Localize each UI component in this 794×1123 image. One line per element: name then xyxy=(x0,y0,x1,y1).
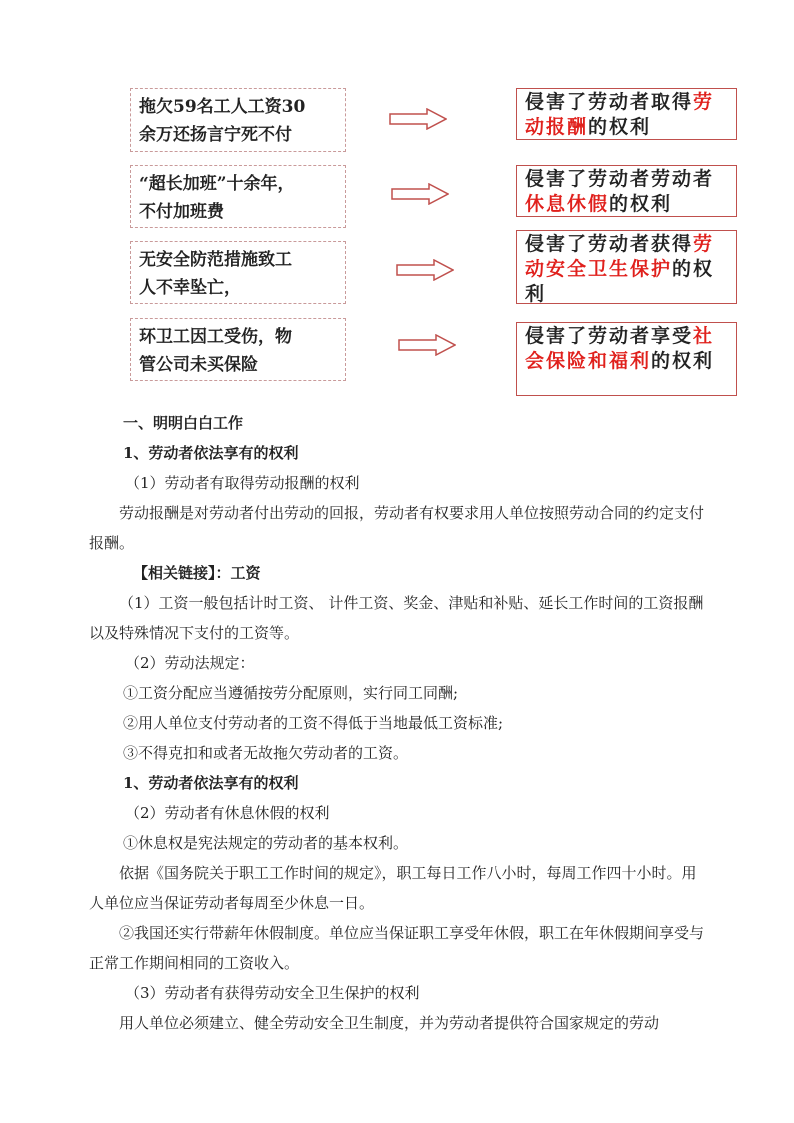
result-box-2 xyxy=(516,165,737,217)
case-line: 无安全防范措施致工 xyxy=(139,250,292,270)
case-line: 余万还扬言宁死不付 xyxy=(139,125,292,145)
related-link-heading: 【相关链接】：工资 xyxy=(133,564,261,582)
paragraph: （1）工资一般包括计时工资、 计件工资、奖金、津贴和补贴、延长工作时间的工资报酬以及特殊情况下支付的工资等。 xyxy=(89,594,704,642)
result-highlight: 休息休假 xyxy=(525,193,610,215)
result-highlight: 社会保险和福利 xyxy=(525,325,715,372)
result-text: 侵害了劳动者享受 xyxy=(525,325,694,347)
paragraph: 依据《国务院关于职工工作时间的规定》，职工每日工作八小时，每周工作四十小时。用人单位应当保证劳动者每周至少休息一日。 xyxy=(89,864,697,912)
result-text: 的权利 xyxy=(525,258,715,305)
paragraph: 用人单位必须建立、健全劳动安全卫生制度，并为劳动者提供符合国家规定的劳动 xyxy=(119,1014,660,1032)
document-body xyxy=(89,408,709,1038)
result-box-3 xyxy=(516,230,737,304)
heading: 1、劳动者依法享有的权利 xyxy=(123,444,299,462)
paragraph: （2）劳动法规定： xyxy=(125,654,255,672)
arrow-right-icon xyxy=(396,259,454,281)
section-title: 一、明明白白工作 xyxy=(123,414,244,432)
result-text: 侵害了劳动者取得 xyxy=(525,91,694,113)
arrow-right-icon xyxy=(398,334,456,356)
paragraph: ③不得克扣和或者无故拖欠劳动者的工资。 xyxy=(123,744,409,762)
result-text: 的权利 xyxy=(651,350,715,372)
paragraph: （2）劳动者有休息休假的权利 xyxy=(125,804,330,822)
paragraph: ①工资分配应当遵循按劳分配原则，实行同工同酬; xyxy=(123,684,459,702)
case-box-2 xyxy=(130,165,346,228)
case-line: 拖欠59名工人工资30 xyxy=(139,97,306,117)
case-line: 管公司未买保险 xyxy=(139,355,258,375)
case-line: 不付加班费 xyxy=(139,202,224,222)
paragraph: （3）劳动者有获得劳动安全卫生保护的权利 xyxy=(125,984,420,1002)
result-text: 的权利 xyxy=(609,193,673,215)
case-line: 环卫工因工受伤，物 xyxy=(139,327,292,347)
result-box-4 xyxy=(516,322,737,396)
result-text: 的权利 xyxy=(588,116,652,138)
paragraph: ①休息权是宪法规定的劳动者的基本权利。 xyxy=(123,834,409,852)
paragraph: ②用人单位支付劳动者的工资不得低于当地最低工资标准; xyxy=(123,714,504,732)
case-box-4 xyxy=(130,318,346,381)
result-highlight: 劳动安全卫生保护 xyxy=(525,233,715,280)
paragraph: （1）劳动者有取得劳动报酬的权利 xyxy=(125,474,360,492)
result-text: 侵害了劳动者获得 xyxy=(525,233,694,255)
arrow-right-icon xyxy=(389,108,447,130)
case-box-1 xyxy=(130,88,346,152)
result-highlight: 劳动报酬 xyxy=(525,91,715,138)
arrow-right-icon xyxy=(391,183,449,205)
case-box-3 xyxy=(130,241,346,304)
result-text: 侵害了劳动者劳动者 xyxy=(525,168,715,190)
paragraph: ②我国还实行带薪年休假制度。单位应当保证职工享受年休假，职工在年休假期间享受与正常工作期间相同的工资收入。 xyxy=(89,924,705,972)
paragraph: 劳动报酬是对劳动者付出劳动的回报，劳动者有权要求用人单位按照劳动合同的约定支付报酬。 xyxy=(89,504,705,552)
case-line: “超长加班”十余年， xyxy=(139,174,295,194)
result-box-1 xyxy=(516,88,737,140)
heading: 1、劳动者依法享有的权利 xyxy=(123,774,299,792)
case-line: 人不幸坠亡， xyxy=(139,278,241,298)
